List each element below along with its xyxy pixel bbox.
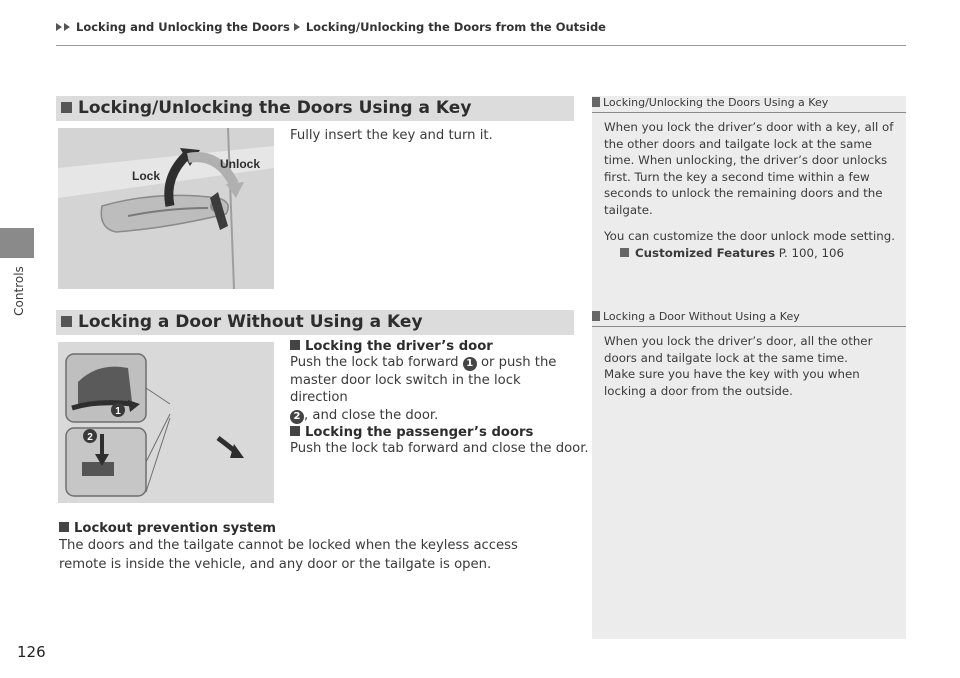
section-square-icon	[61, 102, 72, 113]
breadcrumb-arrow-icon	[294, 23, 300, 31]
passengers-door-heading: Locking the passenger’s doors	[290, 425, 590, 440]
crossref-arrow-icon	[620, 248, 629, 257]
note-no-key-para2: Make sure you have the key with you when locking a door from the outside.	[604, 367, 860, 398]
unlock-callout-label: Unlock	[220, 157, 261, 171]
note-key-lock-title: Locking/Unlocking the Doors Using a Key	[592, 96, 906, 109]
note-bookmark-icon	[592, 311, 600, 321]
subsection-square-icon	[290, 340, 300, 350]
section1-instruction: Fully insert the key and turn it.	[290, 128, 493, 143]
callout-1-label: 1	[115, 406, 121, 417]
note-no-key	[592, 310, 906, 399]
lockout-block	[59, 521, 559, 574]
note-key-lock	[592, 96, 906, 261]
step-2-icon: 2	[290, 410, 304, 424]
section-header-key-lock: Locking/Unlocking the Doors Using a Key	[56, 96, 574, 121]
lock-callout-label: Lock	[132, 169, 161, 183]
drivers-door-block	[290, 339, 580, 424]
breadcrumb-item-doors[interactable]: Locking and Unlocking the Doors	[76, 20, 290, 34]
section-square-icon	[61, 316, 72, 327]
section-header-no-key: Locking a Door Without Using a Key	[56, 310, 574, 335]
note-crossref	[592, 245, 906, 262]
lockout-heading: Lockout prevention system	[59, 521, 559, 536]
note-bookmark-icon	[592, 97, 600, 107]
note-no-key-para1: When you lock the driver’s door, all the other doors and tailgate lock at the same time.	[604, 334, 873, 365]
subsection-square-icon	[290, 426, 300, 436]
chapter-tab-label: Controls	[11, 266, 26, 316]
header-divider	[56, 45, 906, 46]
breadcrumb	[56, 20, 606, 34]
breadcrumb-arrow-icon	[64, 23, 70, 31]
lockout-text: The doors and the tailgate cannot be locked when the keyless access remote is inside the vehicle, and any door or the tailgate is open.	[59, 538, 518, 572]
callout-2-label: 2	[87, 432, 93, 443]
step-1-icon: 1	[463, 357, 477, 371]
note-key-lock-para1: When you lock the driver’s door with a key, all of the other doors and tailgate lock at the same time. When unlocking, the driver’s door unlocks first. Turn the key a second time within a few seconds to unlock the remaining doors and the tailgate.	[604, 120, 894, 217]
passengers-door-block	[290, 425, 590, 458]
drivers-door-text: Push the lock tab forward 1 or push the master door lock switch in the lock direction 2 , and close the door.	[290, 355, 557, 423]
lock-tab-illustration	[58, 342, 274, 503]
note-no-key-title: Locking a Door Without Using a Key	[592, 310, 906, 323]
passengers-door-text: Push the lock tab forward and close the door.	[290, 441, 589, 456]
page-number: 126	[17, 643, 46, 661]
drivers-door-heading: Locking the driver’s door	[290, 339, 580, 354]
subsection-square-icon	[59, 522, 69, 532]
breadcrumb-item-outside[interactable]: Locking/Unlocking the Doors from the Outside	[305, 20, 606, 34]
lock-tab-drawing	[58, 342, 274, 503]
key-door-illustration	[58, 128, 274, 289]
breadcrumb-arrow-icon	[56, 23, 62, 31]
chapter-tab-marker	[0, 228, 34, 258]
crossref-pages: P. 100, 106	[778, 245, 845, 260]
door-handle-key-drawing	[58, 128, 274, 289]
crossref-link[interactable]: Customized Features	[635, 245, 775, 260]
note-key-lock-para2: You can customize the door unlock mode setting.	[604, 229, 895, 243]
